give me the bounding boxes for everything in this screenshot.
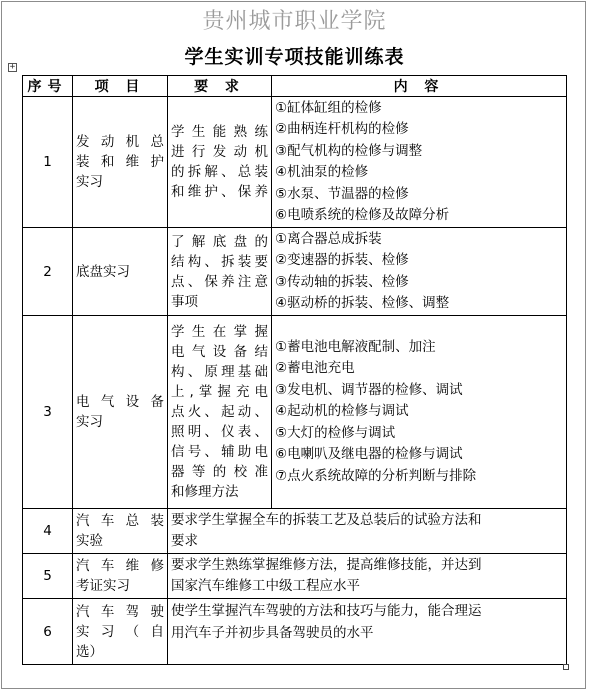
institution-name: 贵州城市职业学院 xyxy=(202,9,387,34)
content-item: ⑥电喷系统的检修及故障分析 xyxy=(275,207,450,223)
row-project xyxy=(73,554,168,599)
requirement-line: 电气设备结 xyxy=(171,344,268,360)
row-project xyxy=(73,97,168,228)
row-num: 2 xyxy=(23,228,73,316)
content-item: ②蓄电池充电 xyxy=(275,360,355,377)
table-header-row xyxy=(23,76,567,97)
requirement-line: 结构、拆装要 xyxy=(171,253,268,270)
row-num: 5 xyxy=(23,554,73,599)
document-title: 学生实训专项技能训练表 xyxy=(184,46,405,68)
requirement-line: 器等的校准 xyxy=(171,464,268,480)
training-table xyxy=(22,75,567,665)
description-line: 用汽车子并初步具备驾驶员的水平 xyxy=(171,624,374,641)
table-row xyxy=(23,316,567,509)
requirement-line: 上,掌握充电 xyxy=(171,384,268,400)
content-item: ⑤水泵、节温器的检修 xyxy=(275,185,409,202)
content-item: ④起动机的检修与调试 xyxy=(275,403,409,420)
table-row xyxy=(23,228,567,316)
requirement-line: 的拆解、总装 xyxy=(171,164,268,180)
content-item: ②曲柄连杆机构的检修 xyxy=(275,121,409,137)
row-requirement xyxy=(168,316,272,509)
move-cross-icon[interactable]: + xyxy=(9,62,16,72)
content-item: ②变速器的拆装、检修 xyxy=(275,252,409,268)
requirement-line: 构、原理基础 xyxy=(171,364,268,380)
project-line: 考证实习 xyxy=(76,578,130,594)
project-line: 汽车总装 xyxy=(76,513,164,529)
row-requirement xyxy=(168,228,272,316)
row-content xyxy=(272,97,567,228)
row-num: 6 xyxy=(23,599,73,665)
header-requirement: 要 求 xyxy=(168,76,272,97)
requirement-line: 学生在掌握 xyxy=(171,324,268,340)
project-line: 发动机总 xyxy=(76,134,164,150)
row-num: 3 xyxy=(23,316,73,509)
requirement-line: 和维护、保养 xyxy=(171,184,268,200)
project-line: 实习 xyxy=(76,414,103,430)
requirement-line: 信号、辅助电 xyxy=(171,444,268,460)
table-row xyxy=(23,554,567,599)
project-line: 实习 xyxy=(76,174,103,190)
description-line: 国家汽车维修工中级工程应水平 xyxy=(171,578,360,594)
project-line: 电气设备 xyxy=(76,394,164,410)
requirement-line: 进行发动机 xyxy=(171,144,268,160)
table-row xyxy=(23,97,567,228)
content-item: ⑤大灯的检修与调试 xyxy=(275,424,396,441)
row-description xyxy=(168,554,567,599)
description-line: 要求学生掌握全车的拆装工艺及总装后的试验方法和 xyxy=(171,511,482,528)
content-item: ④驱动桥的拆装、检修、调整 xyxy=(275,295,450,311)
requirement-line: 点火、起动、 xyxy=(171,404,268,420)
content-item: ③传动轴的拆装、检修 xyxy=(275,273,409,290)
content-item: ③发电机、调节器的检修、调试 xyxy=(275,381,463,398)
content-item: ③配气机构的检修与调整 xyxy=(275,142,423,159)
project-line: 汽车维修 xyxy=(76,558,164,574)
table-row xyxy=(23,599,567,665)
header-content: 内 容 xyxy=(272,76,567,97)
content-item: ①缸体缸组的检修 xyxy=(275,99,382,116)
row-num: 4 xyxy=(23,509,73,554)
row-project xyxy=(73,599,168,665)
row-project xyxy=(73,316,168,509)
requirement-line: 照明、仪表、 xyxy=(171,424,268,440)
content-item: ④机油泵的检修 xyxy=(275,164,369,180)
project-line: 选） xyxy=(76,643,103,660)
project-line: 汽车驾驶 xyxy=(76,603,164,620)
content-item: ⑥电喇叭及继电器的检修与调试 xyxy=(275,446,463,463)
requirement-line: 和修理方法 xyxy=(171,484,239,500)
row-project xyxy=(73,228,168,316)
project-line: 实习（自 xyxy=(76,623,164,640)
row-requirement xyxy=(168,97,272,228)
row-num: 1 xyxy=(23,97,73,228)
row-content xyxy=(272,228,567,316)
table-row xyxy=(23,509,567,554)
row-content xyxy=(272,316,567,509)
requirement-line: 了解底盘的 xyxy=(171,233,268,250)
requirement-line: 点、保养注意 xyxy=(171,273,268,290)
content-item: ①离合器总成拆装 xyxy=(275,230,382,247)
header-num: 序号 xyxy=(23,76,73,97)
description-line: 要求学生熟练掌握维修方法，提高维修技能，并达到 xyxy=(171,556,482,573)
project-line: 装和维护 xyxy=(76,154,164,170)
description-line: 使学生掌握汽车驾驶的方法和技巧与能力，能合理运 xyxy=(171,603,482,619)
content-item: ①蓄电池电解液配制、加注 xyxy=(275,338,436,355)
row-description xyxy=(168,599,567,665)
content-item: ⑦点火系统故障的分析判断与排除 xyxy=(275,467,477,484)
resize-square-icon[interactable] xyxy=(563,664,569,670)
description-line: 要求 xyxy=(171,533,198,549)
requirement-line: 学生能熟练 xyxy=(171,124,268,140)
requirement-line: 事项 xyxy=(171,293,198,310)
project-line: 底盘实习 xyxy=(76,263,130,280)
header-project: 项 目 xyxy=(73,76,168,97)
row-project xyxy=(73,509,168,554)
project-line: 实验 xyxy=(76,533,103,549)
row-description xyxy=(168,509,567,554)
